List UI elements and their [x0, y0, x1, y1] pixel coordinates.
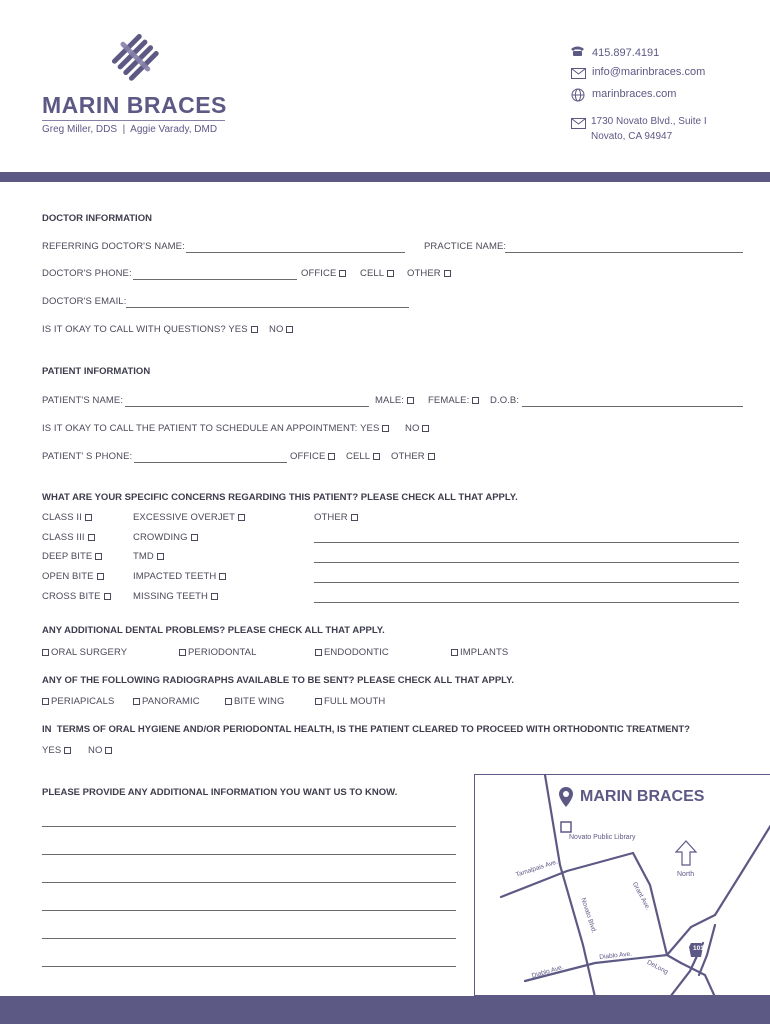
address-line1: 1730 Novato Blvd., Suite I [591, 116, 707, 127]
patient-name-label: PATIENT'S NAME: [42, 395, 124, 406]
other-checkbox[interactable] [444, 270, 451, 277]
patient-phone-field[interactable] [134, 462, 287, 463]
practice-name-field[interactable] [505, 252, 743, 253]
phone-number[interactable]: 415.897.4191 [592, 47, 660, 59]
additional-info-line[interactable] [42, 966, 456, 967]
dob-label: D.O.B: [490, 395, 520, 406]
call-questions-no-option[interactable] [269, 324, 293, 335]
street-diablo-east: Diablo Ave. [599, 950, 633, 961]
radiograph-label: BITE WING [234, 696, 285, 707]
concern-label: CLASS III [42, 532, 85, 543]
dental-checkbox[interactable] [451, 649, 458, 656]
radiograph-option[interactable] [42, 696, 114, 707]
office-label: OFFICE [301, 268, 337, 279]
doctor-phone-other-option[interactable] [407, 268, 451, 279]
concern-other-option[interactable] [314, 512, 358, 523]
office-checkbox[interactable] [339, 270, 346, 277]
no-label: NO [88, 745, 103, 756]
additional-info-line[interactable] [42, 826, 456, 827]
no-label: NO [405, 423, 420, 434]
additional-info-line[interactable] [42, 854, 456, 855]
email-address[interactable]: info@marinbraces.com [592, 66, 706, 78]
call-questions-yes-checkbox[interactable] [251, 326, 258, 333]
office-label: OFFICE [290, 451, 326, 462]
male-label: MALE: [375, 395, 405, 406]
radiograph-checkbox[interactable] [133, 698, 140, 705]
concern-label: OPEN BITE [42, 571, 94, 582]
radiograph-option[interactable] [133, 696, 200, 707]
website-link[interactable]: marinbraces.com [592, 88, 677, 100]
doctor-phone-field[interactable] [133, 279, 297, 280]
radiograph-label: PANORAMIC [142, 696, 200, 707]
brand-name: MARIN BRACES [42, 92, 227, 118]
doctor-phone-label: DOCTOR'S PHONE: [42, 268, 132, 279]
doctor-info-heading: DOCTOR INFORMATION [42, 213, 152, 224]
schedule-question: IS IT OKAY TO CALL THE PATIENT TO SCHEDULE AN APPOINTMENT: YES [42, 423, 380, 434]
dental-option[interactable] [42, 647, 127, 658]
referring-doctor-field[interactable] [186, 252, 405, 253]
dental-label: IMPLANTS [460, 647, 509, 658]
dental-checkbox[interactable] [315, 649, 322, 656]
concern-label: EXCESSIVE OVERJET [133, 512, 236, 523]
female-label: FEMALE: [428, 395, 470, 406]
call-questions-label: IS IT OKAY TO CALL WITH QUESTIONS? YES [42, 324, 248, 335]
radiograph-option[interactable] [315, 696, 385, 707]
male-checkbox[interactable] [407, 397, 414, 404]
concern-checkbox[interactable] [211, 593, 218, 600]
dob-field[interactable] [522, 406, 743, 407]
cell-label: CELL [346, 451, 371, 462]
map-roads [475, 775, 770, 996]
patient-phone-other-option[interactable] [391, 451, 435, 462]
concern-other-line[interactable] [314, 542, 739, 543]
hygiene-yes-option[interactable] [42, 745, 71, 756]
radiograph-label: PERIAPICALS [51, 696, 115, 707]
street-diablo-west: Diablo Ave. [531, 963, 565, 980]
doctor-phone-office-option[interactable] [301, 268, 346, 279]
other-label: OTHER [407, 268, 441, 279]
concern-checkbox[interactable] [238, 514, 245, 521]
hygiene-no-option[interactable] [88, 745, 112, 756]
street-delong: DeLong [645, 959, 670, 976]
brand-divider [42, 120, 225, 121]
concern-checkbox[interactable] [95, 553, 102, 560]
header-band [0, 172, 770, 182]
cell-checkbox[interactable] [373, 453, 380, 460]
concern-option[interactable] [133, 532, 198, 543]
doctor-phone-cell-option[interactable] [360, 268, 394, 279]
concern-option[interactable] [133, 591, 218, 602]
practice-name-label: PRACTICE NAME: [424, 241, 507, 252]
globe-icon [571, 88, 585, 102]
doctor-email-field[interactable] [126, 307, 409, 308]
concern-label: IMPACTED TEETH [133, 571, 217, 582]
north-label: North [677, 871, 695, 878]
hygiene-heading: IN TERMS OF ORAL HYGIENE AND/OR PERIODONTAL HEALTH, IS THE PATIENT CLEARED TO PROCEED WITH ORTHODONTIC TREATMENT? [42, 724, 690, 735]
radiograph-label: FULL MOUTH [324, 696, 386, 707]
female-checkbox[interactable] [472, 397, 479, 404]
referring-doctor-label: REFERRING DOCTOR'S NAME: [42, 241, 185, 252]
concern-label: CROSS BITE [42, 591, 101, 602]
doctor-email-label: DOCTOR'S EMAIL: [42, 296, 127, 307]
additional-info-line[interactable] [42, 910, 456, 911]
male-option[interactable] [375, 395, 414, 406]
email-icon [571, 68, 586, 79]
concerns-heading: WHAT ARE YOUR SPECIFIC CONCERNS REGARDING THIS PATIENT? PLEASE CHECK ALL THAT APPLY. [42, 492, 518, 503]
doctors-names: Greg Miller, DDS | Aggie Varady, DMD [42, 124, 218, 135]
street-grant: Grant Ave. [630, 881, 652, 912]
dental-option[interactable] [179, 647, 257, 658]
dental-option[interactable] [451, 647, 508, 658]
dental-checkbox[interactable] [179, 649, 186, 656]
no-label: NO [269, 324, 284, 335]
other-label: OTHER [391, 451, 425, 462]
concern-checkbox[interactable] [157, 553, 164, 560]
schedule-no-checkbox[interactable] [422, 425, 429, 432]
street-novato: Novato Blvd. [579, 897, 598, 935]
concern-option[interactable] [133, 551, 164, 562]
concern-label: DEEP BITE [42, 551, 93, 562]
dental-option[interactable] [315, 647, 389, 658]
radiograph-checkbox[interactable] [225, 698, 232, 705]
concern-label: MISSING TEETH [133, 591, 209, 602]
other-checkbox[interactable] [351, 514, 358, 521]
patient-info-heading: PATIENT INFORMATION [42, 366, 151, 377]
phone-icon [570, 45, 585, 57]
radiograph-checkbox[interactable] [315, 698, 322, 705]
hygiene-yes-checkbox[interactable] [64, 747, 71, 754]
street-tamalpais: Tamalpais Ave. [515, 858, 559, 879]
address-line2: Novato, CA 94947 [591, 131, 673, 142]
patient-phone-office-option[interactable] [290, 451, 335, 462]
additional-info-line[interactable] [42, 938, 456, 939]
concern-option[interactable] [133, 571, 226, 582]
concern-checkbox[interactable] [219, 573, 226, 580]
concern-other-line[interactable] [314, 562, 739, 563]
concern-checkbox[interactable] [88, 534, 95, 541]
patient-phone-cell-option[interactable] [346, 451, 380, 462]
office-checkbox[interactable] [328, 453, 335, 460]
cell-label: CELL [360, 268, 385, 279]
concern-option[interactable] [42, 591, 111, 602]
other-label: OTHER [314, 512, 348, 523]
hygiene-no-checkbox[interactable] [105, 747, 112, 754]
additional-info-heading: PLEASE PROVIDE ANY ADDITIONAL INFORMATION YOU WANT US TO KNOW. [42, 787, 398, 798]
concern-checkbox[interactable] [191, 534, 198, 541]
library-label: Novato Public Library [569, 834, 636, 841]
schedule-yes-option[interactable] [42, 423, 389, 434]
patient-name-field[interactable] [125, 406, 369, 407]
concern-checkbox[interactable] [85, 514, 92, 521]
brand-logo-mark [100, 24, 170, 90]
concern-option[interactable] [133, 512, 245, 523]
female-option[interactable] [428, 395, 479, 406]
call-questions-yes-option[interactable] [42, 324, 258, 335]
footer-band [0, 996, 770, 1024]
concern-option[interactable] [42, 551, 102, 562]
dental-label: ENDODONTIC [324, 647, 389, 658]
concern-label: TMD [133, 551, 154, 562]
additional-info-line[interactable] [42, 882, 456, 883]
call-questions-no-checkbox[interactable] [286, 326, 293, 333]
concern-other-line[interactable] [314, 602, 739, 603]
concern-option[interactable] [42, 571, 104, 582]
concern-label: CROWDING [133, 532, 188, 543]
yes-label: YES [42, 745, 62, 756]
dental-label: PERIODONTAL [188, 647, 257, 658]
highway-shield: 101 [693, 945, 704, 952]
radiograph-checkbox[interactable] [42, 698, 49, 705]
dental-checkbox[interactable] [42, 649, 49, 656]
concern-label: CLASS II [42, 512, 82, 523]
concern-checkbox[interactable] [104, 593, 111, 600]
concern-checkbox[interactable] [97, 573, 104, 580]
radiographs-heading: ANY OF THE FOLLOWING RADIOGRAPHS AVAILABLE TO BE SENT? PLEASE CHECK ALL THAT APPLY. [42, 675, 515, 686]
patient-phone-label: PATIENT' S PHONE: [42, 451, 133, 462]
map-brand: MARIN BRACES [580, 788, 705, 805]
other-checkbox[interactable] [428, 453, 435, 460]
schedule-yes-checkbox[interactable] [382, 425, 389, 432]
dental-heading: ANY ADDITIONAL DENTAL PROBLEMS? PLEASE CHECK ALL THAT APPLY. [42, 625, 385, 636]
location-pin-icon [559, 787, 573, 807]
location-map [474, 774, 770, 996]
radiograph-option[interactable] [225, 696, 285, 707]
mail-address-icon [571, 118, 586, 129]
cell-checkbox[interactable] [387, 270, 394, 277]
schedule-no-option[interactable] [405, 423, 429, 434]
concern-option[interactable] [42, 512, 92, 523]
dental-label: ORAL SURGERY [51, 647, 128, 658]
concern-other-line[interactable] [314, 582, 739, 583]
concern-option[interactable] [42, 532, 95, 543]
